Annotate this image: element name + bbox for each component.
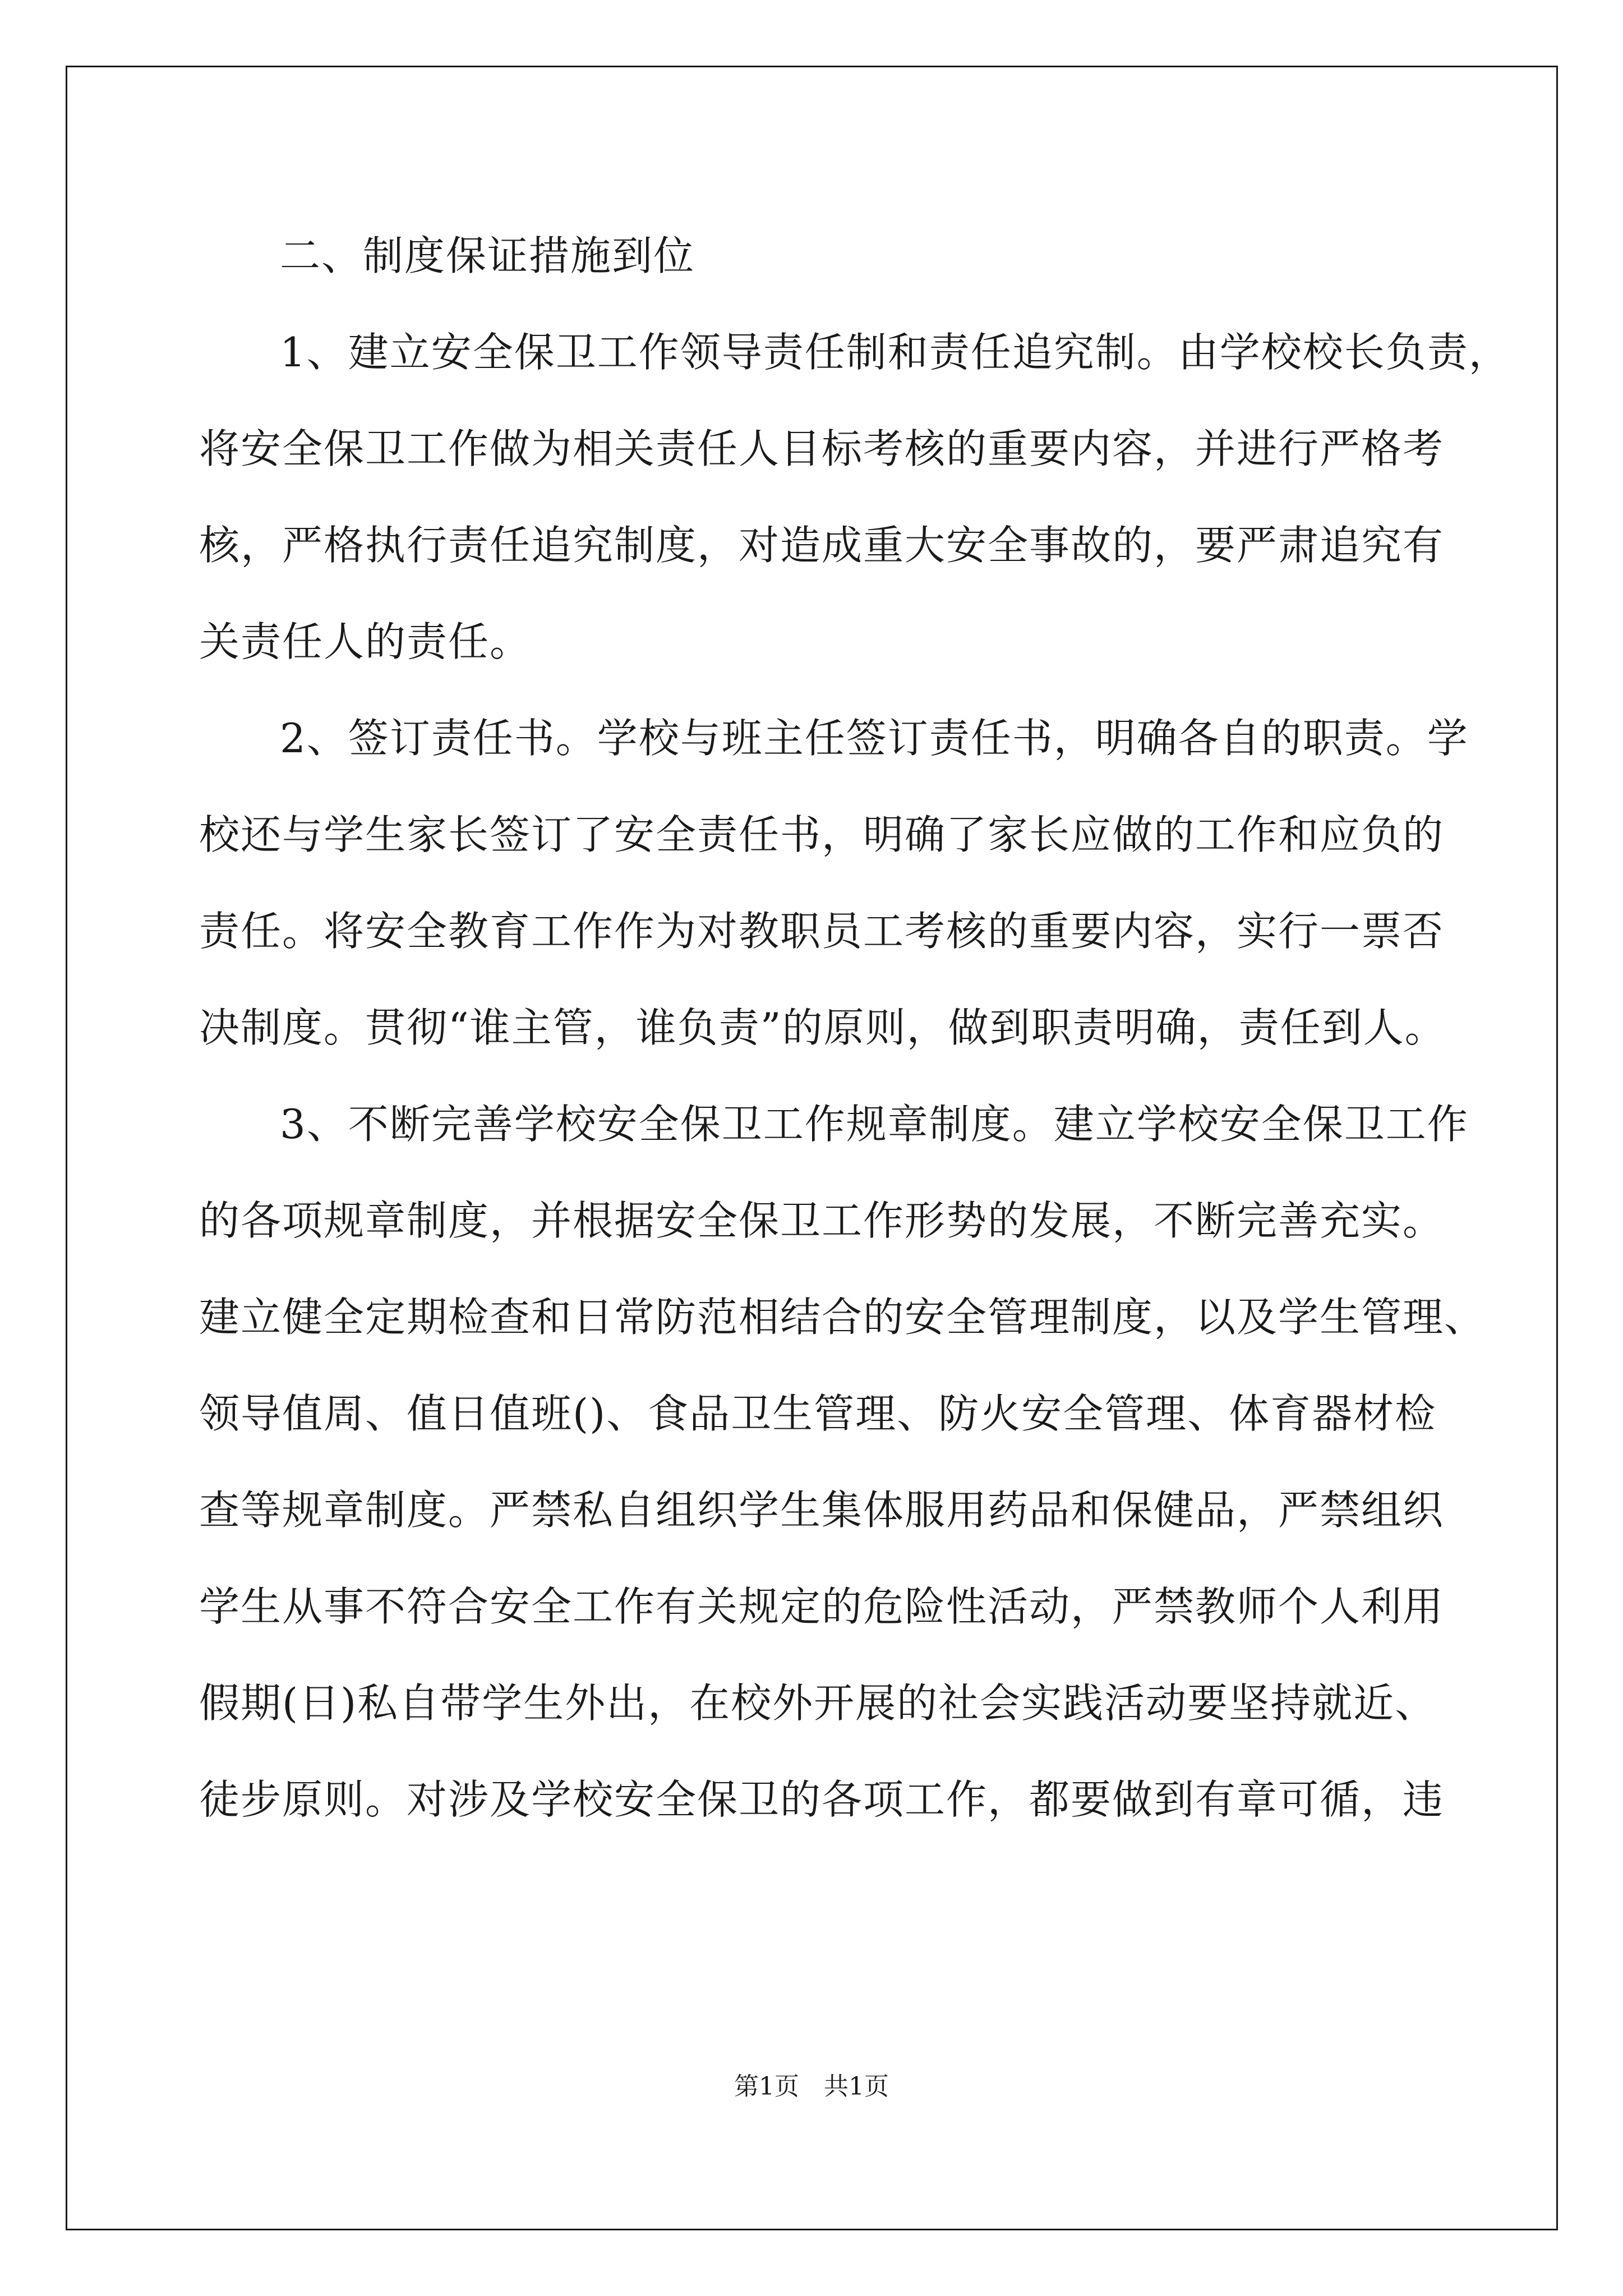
paragraph-2-line-1: 2、签订责任书。学校与班主任签订责任书，明确各自的职责。学 <box>280 715 1469 762</box>
paragraph-2-line-3: 责任。将安全教育工作作为对教职员工考核的重要内容，实行一票否 <box>199 908 1445 955</box>
paragraph-1-line-2: 将安全保卫工作做为相关责任人目标考核的重要内容，并进行严格考 <box>199 425 1445 472</box>
paragraph-3-line-1: 3、不断完善学校安全保卫工作规章制度。建立学校安全保卫工作 <box>280 1101 1469 1148</box>
paragraph-3-line-2: 的各项规章制度，并根据安全保卫工作形势的发展，不断完善充实。 <box>199 1197 1445 1244</box>
paragraph-1-line-3: 核，严格执行责任追究制度，对造成重大安全事故的，要严肃追究有 <box>199 522 1445 569</box>
paragraph-3-line-4: 领导值周、值日值班()、食品卫生管理、防火安全管理、体育器材检 <box>199 1390 1437 1437</box>
paragraph-2-line-4: 决制度。贯彻“谁主管，谁负责”的原则，做到职责明确，责任到人。 <box>199 1004 1446 1051</box>
paragraph-3-line-6: 学生从事不符合安全工作有关规定的危险性活动，严禁教师个人利用 <box>199 1583 1445 1630</box>
section-heading: 二、制度保证措施到位 <box>280 232 695 279</box>
paragraph-2-line-2: 校还与学生家长签订了安全责任书，明确了家长应做的工作和应负的 <box>199 811 1445 858</box>
paragraph-3-line-7: 假期(日)私自带学生外出，在校外开展的社会实践活动要坚持就近、 <box>199 1680 1437 1727</box>
paragraph-3-line-8: 徒步原则。对涉及学校安全保卫的各项工作，都要做到有章可循，违 <box>199 1776 1445 1823</box>
paragraph-1-line-4: 关责任人的责任。 <box>199 618 532 665</box>
page-footer: 第1页 共1页 <box>734 2072 889 2101</box>
document-body <box>199 208 1510 1848</box>
paragraph-3-line-3: 建立健全定期检查和日常防范相结合的安全管理制度，以及学生管理、 <box>199 1294 1486 1341</box>
paragraph-1-line-1: 1、建立安全保卫工作领导责任制和责任追究制。由学校校长负责， <box>280 329 1510 376</box>
paragraph-3-line-5: 查等规章制度。严禁私自组织学生集体服用药品和保健品，严禁组织 <box>199 1487 1445 1534</box>
